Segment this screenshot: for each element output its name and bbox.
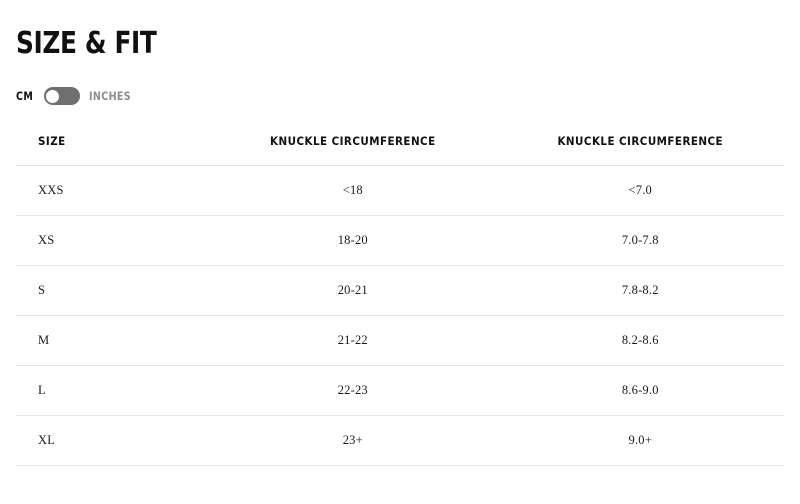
cell-size: S <box>16 266 209 316</box>
cell-size: M <box>16 316 209 366</box>
table-head <box>16 134 784 166</box>
column-header-knuckle-inches: KNUCKLE CIRCUMFERENCE <box>497 134 784 166</box>
table-body <box>16 166 784 466</box>
table-header-row <box>16 134 784 166</box>
cell-size: L <box>16 366 209 416</box>
unit-label-cm[interactable]: CM <box>16 89 34 103</box>
cell-knuckle-inches: 7.8-8.2 <box>497 266 784 316</box>
table-row <box>16 316 784 366</box>
cell-knuckle-cm: 23+ <box>209 416 496 466</box>
cell-knuckle-inches: 8.2-8.6 <box>497 316 784 366</box>
cell-knuckle-cm: 20-21 <box>209 266 496 316</box>
unit-toggle-switch[interactable] <box>44 87 80 105</box>
cell-knuckle-cm: 22-23 <box>209 366 496 416</box>
cell-knuckle-inches: 8.6-9.0 <box>497 366 784 416</box>
toggle-knob-icon <box>46 90 59 103</box>
table-row <box>16 416 784 466</box>
cell-knuckle-inches: <7.0 <box>497 166 784 216</box>
unit-toggle-row <box>16 86 784 106</box>
cell-knuckle-cm: <18 <box>209 166 496 216</box>
cell-size: XS <box>16 216 209 266</box>
cell-size: XXS <box>16 166 209 216</box>
cell-knuckle-cm: 18-20 <box>209 216 496 266</box>
cell-size: XL <box>16 416 209 466</box>
page-title: SIZE & FIT <box>16 26 157 61</box>
table-row <box>16 216 784 266</box>
cell-knuckle-inches: 7.0-7.8 <box>497 216 784 266</box>
cell-knuckle-inches: 9.0+ <box>497 416 784 466</box>
column-header-size: SIZE <box>16 134 209 166</box>
table-row <box>16 266 784 316</box>
column-header-knuckle-cm: KNUCKLE CIRCUMFERENCE <box>209 134 496 166</box>
size-chart-table <box>16 134 784 466</box>
cell-knuckle-cm: 21-22 <box>209 316 496 366</box>
table-row <box>16 166 784 216</box>
table-row <box>16 366 784 416</box>
unit-label-inches[interactable]: INCHES <box>88 89 131 103</box>
